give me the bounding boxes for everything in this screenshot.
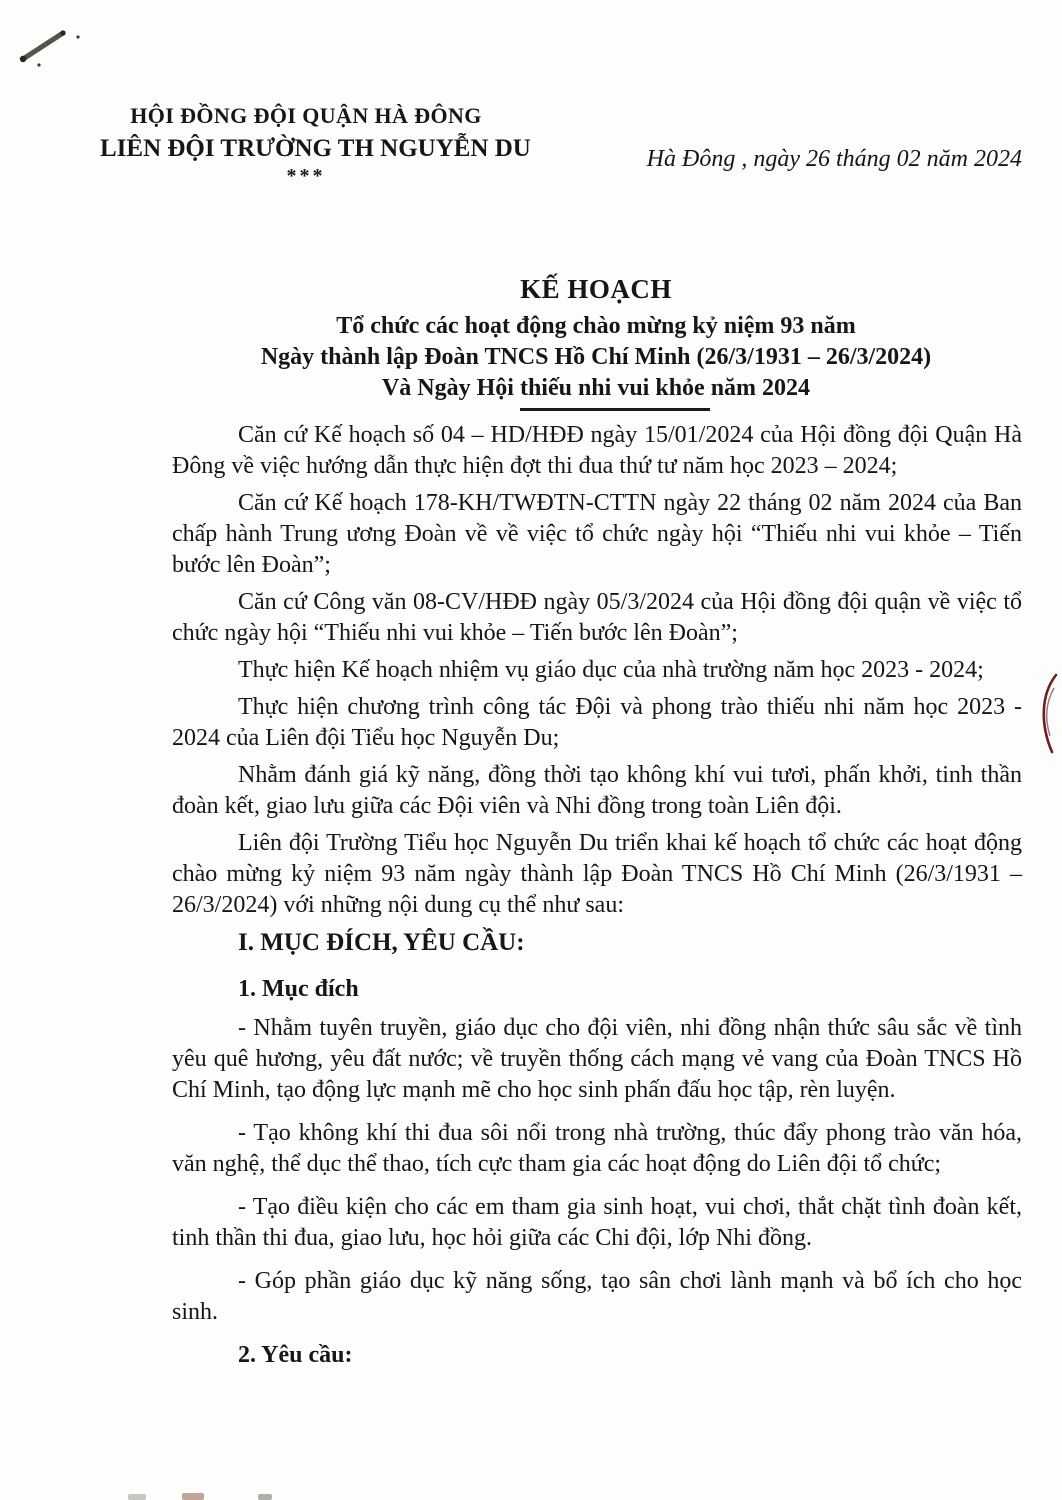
bullet-thi-dua: - Tạo không khí thi đua sôi nổi trong nhà trường, thúc đẩy phong trào văn hóa, văn nghệ, thể dục thể thao, tích cực tham gia các hoạt động do Liên đội tổ chức; — [172, 1120, 1022, 1177]
title-line-4: Và Ngày Hội thiếu nhi vui khỏe năm 2024 — [381, 375, 811, 401]
scan-smudge — [128, 1494, 146, 1500]
scan-smudge — [258, 1494, 272, 1500]
issuing-org-block — [100, 103, 531, 188]
title-line-2: Tổ chức các hoạt động chào mừng kỷ niệm 93 năm — [336, 313, 856, 339]
title-line-3: Ngày thành lập Đoàn TNCS Hồ Chí Minh (26/3/1931 – 26/3/2024) — [260, 344, 932, 370]
red-pen-parenthesis-mark — [1036, 672, 1062, 756]
scan-smudge — [182, 1493, 204, 1500]
org-name-parent: HỘI ĐỒNG ĐỘI QUẬN HÀ ĐÔNG — [130, 103, 482, 128]
org-name-unit: LIÊN ĐỘI TRƯỜNG TH NGUYỄN DU — [100, 135, 531, 162]
bullet-sinh-hoat: - Tạo điều kiện cho các em tham gia sinh hoạt, vui chơi, thắt chặt tình đoàn kết, tinh thần thi đua, giao lưu, học hỏi giữa các Chi đội, lớp Nhi đồng. — [172, 1194, 1022, 1251]
subheading-yeu-cau: 2. Yêu cầu: — [238, 1342, 353, 1368]
document-body — [172, 420, 1022, 1379]
paragraph-can-cu-1: Căn cứ Kế hoạch số 04 – HD/HĐĐ ngày 15/01/2024 của Hội đồng đội Quận Hà Đông về việc hướng dẫn thực hiện đợt thi đua thứ tư năm học 2023 – 2024; — [172, 422, 1022, 479]
pen-scratch-mark — [14, 22, 94, 72]
title-underline — [520, 408, 710, 411]
paragraph-thuc-hien-1: Thực hiện Kế hoạch nhiệm vụ giáo dục của nhà trường năm học 2023 - 2024; — [238, 657, 984, 683]
bullet-ky-nang-song: - Góp phần giáo dục kỹ năng sống, tạo sân chơi lành mạnh và bổ ích cho học sinh. — [172, 1268, 1022, 1325]
bullet-tuyen-truyen: - Nhằm tuyên truyền, giáo dục cho đội viên, nhi đồng nhận thức sâu sắc về tình yêu quê hương, yêu đất nước; về truyền thống cách mạng vẻ vang của Đoàn TNCS Hồ Chí Minh, tạo động lực mạnh mẽ cho học sinh phấn đấu học tập, rèn luyện. — [172, 1015, 1022, 1103]
paragraph-can-cu-3: Căn cứ Công văn 08-CV/HĐĐ ngày 05/3/2024 của Hội đồng đội quận về việc tổ chức ngày hội “Thiếu nhi vui khỏe – Tiến bước lên Đoàn”; — [172, 589, 1022, 646]
paragraph-thuc-hien-2: Thực hiện chương trình công tác Đội và phong trào thiếu nhi năm học 2023 - 2024 của Liên đội Tiểu học Nguyễn Du; — [172, 694, 1022, 751]
place-date-line: Hà Đông , ngày 26 tháng 02 năm 2024 — [646, 146, 1022, 172]
subheading-muc-dich: 1. Mục đích — [238, 976, 359, 1002]
paragraph-nham-danh-gia: Nhằm đánh giá kỹ năng, đồng thời tạo không khí vui tươi, phấn khởi, tinh thần đoàn kết, giao lưu giữa các Đội viên và Nhi đồng trong toàn Liên đội. — [172, 762, 1022, 819]
paragraph-trien-khai: Liên đội Trường Tiểu học Nguyễn Du triển khai kế hoạch tổ chức các hoạt động chào mừng kỷ niệm 93 năm ngày thành lập Đoàn TNCS Hồ Chí Minh (26/3/1931 – 26/3/2024) với những nội dung cụ thể như sau: — [172, 830, 1022, 918]
paragraph-can-cu-2: Căn cứ Kế hoạch 178-KH/TWĐTN-CTTN ngày 22 tháng 02 năm 2024 của Ban chấp hành Trung ương Đoàn về về việc tổ chức ngày hội “Thiếu nhi vui khỏe – Tiến bước lên Đoàn”; — [172, 490, 1022, 578]
document-title-block — [130, 274, 1062, 411]
section-heading-muc-dich-yeu-cau: I. MỤC ĐÍCH, YÊU CẦU: — [238, 929, 525, 956]
org-separator-stars: *** — [286, 165, 326, 187]
document-type-title: KẾ HOẠCH — [520, 274, 672, 304]
